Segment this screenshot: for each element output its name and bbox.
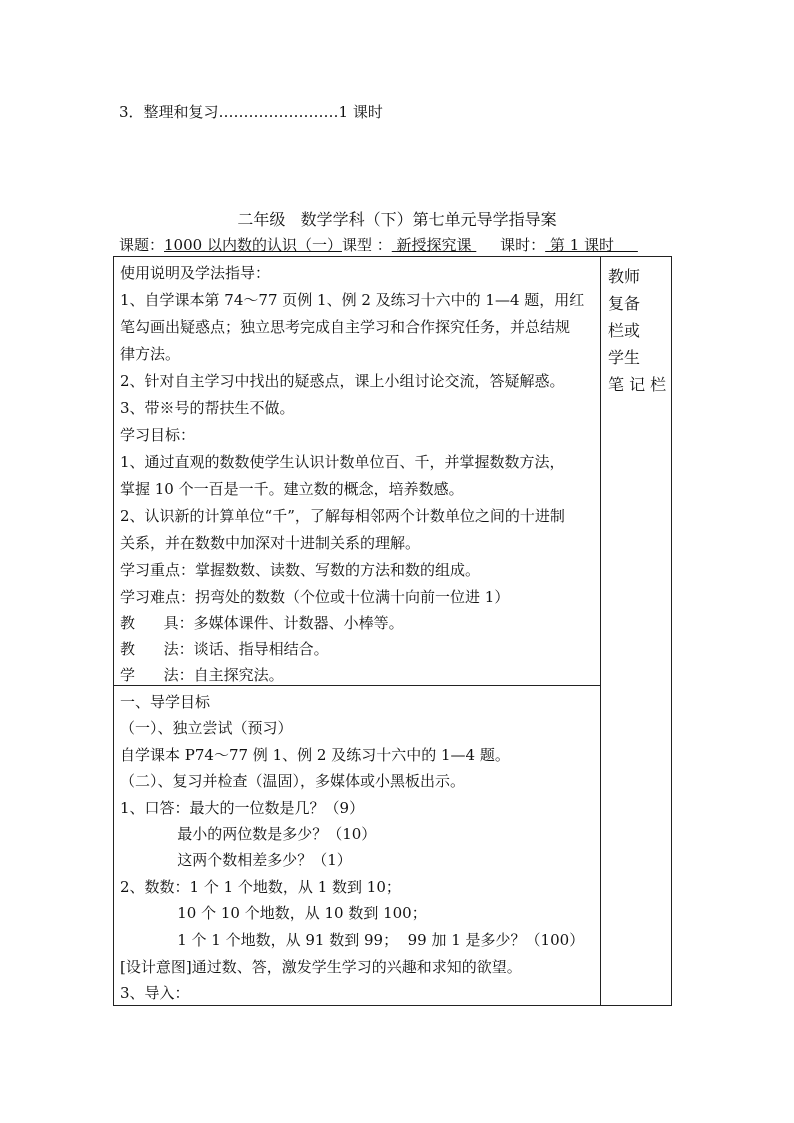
text-line: [设计意图]通过数、答，激发学生学习的兴趣和求知的欲望。 — [120, 958, 522, 976]
text-line: 使用说明及学法指导： — [120, 264, 271, 282]
text-line: 1、通过直观的数数使学生认识计数单位百、千，并掌握数数方法， — [120, 453, 565, 471]
text-line: 10 个 10 个地数，从 10 数到 100； — [120, 904, 427, 922]
side-text-3: 栏或 — [608, 321, 641, 340]
topic-label: 课题： — [119, 236, 165, 254]
course-info-line — [119, 234, 638, 255]
text-line: 学 法：自主探究法。 — [120, 666, 284, 684]
text-line: （一）、独立尝试（预习） — [120, 719, 293, 737]
side-text-2: 复备 — [608, 294, 641, 313]
topic-value: 1000 以内数的认识（一） — [164, 236, 342, 254]
text-line: 2、认识新的计算单位“千”，了解每相邻两个计数单位之间的十进制 — [120, 507, 565, 525]
text-line: 笔勾画出疑惑点；独立思考完成自主学习和合作探究任务，并总结规 — [120, 318, 571, 336]
text-line: 最小的两位数是多少？（10） — [120, 825, 377, 843]
type-label: 课型 ： — [341, 236, 392, 254]
side-text-5: 笔 记 栏 — [608, 375, 667, 394]
text-line: 3、导入： — [120, 984, 190, 1002]
text-line: 掌握 10 个一百是一千。建立数的概念，培养数感。 — [120, 480, 464, 498]
text-line: 学习重点：掌握数数、读数、写数的方法和数的组成。 — [120, 561, 481, 579]
text-line: 教 具：多媒体课件、计数器、小棒等。 — [120, 614, 404, 632]
text-line: 3、带※号的帮扶生不做。 — [120, 399, 295, 417]
page-title: 二年级 数学学科（下）第七单元导学指导案 — [237, 210, 557, 229]
text-line: 一、导学目标 — [120, 693, 211, 711]
text-line: 1、自学课本第 74～77 页例 1、例 2 及练习十六中的 1—4 题，用红 — [120, 291, 585, 309]
column-divider — [600, 257, 601, 1005]
text-line: 2、针对自主学习中找出的疑惑点，课上小组讨论交流，答疑解惑。 — [120, 372, 565, 390]
teacher-notes-column — [608, 263, 668, 398]
top-line: 3．整理和复习……………………1 课时 — [119, 103, 383, 121]
text-line: 学习难点：拐弯处的数数（个位或十位满十向前一位进 1） — [120, 588, 510, 606]
text-line: 1 个 1 个地数，从 91 数到 99； 99 加 1 是多少？（100） — [120, 931, 585, 949]
hours-label: 课时： — [500, 236, 546, 254]
text-line: 律方法。 — [120, 345, 181, 363]
text-line: （二）、复习并检查（温固），多媒体或小黑板出示。 — [120, 772, 466, 790]
row-divider — [114, 685, 601, 686]
text-line: 1、口答：最大的一位数是几？（9） — [120, 799, 365, 817]
hours-value: 第 1 课时 — [545, 236, 638, 254]
side-text-1: 教师 — [608, 267, 641, 286]
type-value: 新授探究课 — [391, 236, 477, 254]
text-line: 关系，并在数数中加深对十进制关系的理解。 — [120, 534, 421, 552]
text-line: 2、数数：1 个 1 个地数，从 1 数到 10； — [120, 878, 401, 896]
side-text-4: 学生 — [608, 348, 641, 367]
text-line: 教 法：谈话、指导相结合。 — [120, 640, 329, 658]
text-line: 这两个数相差多少？（1） — [120, 851, 352, 869]
text-line: 自学课本 P74～77 例 1、例 2 及练习十六中的 1—4 题。 — [120, 746, 510, 764]
text-line: 学习目标： — [120, 426, 196, 444]
guide-table — [113, 256, 672, 1006]
